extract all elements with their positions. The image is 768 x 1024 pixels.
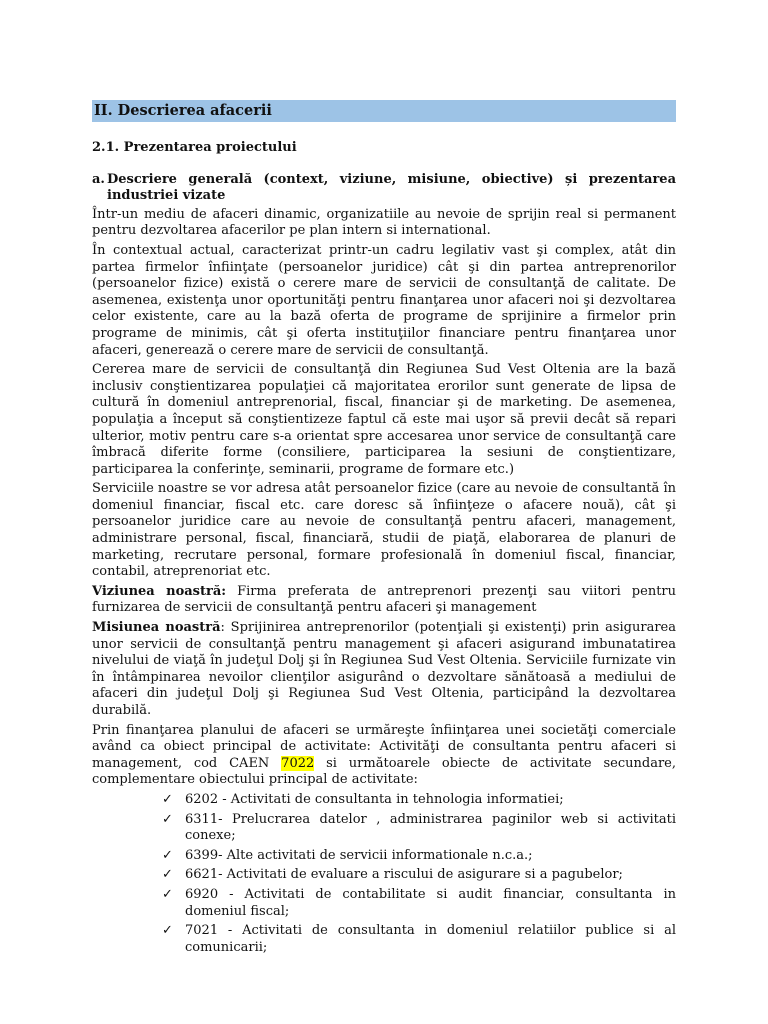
paragraph-target-clients: Serviciile noastre se vor adresa atât persoanelor fizice (care au nevoie de consultantă în domeniul financiar, fiscal etc. care doresc să înfiinţeze o afacere nouă), cât şi persoanelor juridice care au nevoie de consultanţă pentru afaceri, management, administrare personal, fiscal, financiară, studii de piaţă, elaborarea de planuri de marketing, recrutare personal, formare profesională în domeniul fiscal, financiar, contabil, atreprenoriat etc. (92, 481, 676, 580)
paragraph-mission (92, 620, 676, 720)
paragraph-context: Într-un mediu de afaceri dinamic, organizatiile au nevoie de sprijin real si permanent pentru dezvoltarea afacerilor pe plan intern si international. (92, 206, 676, 239)
vision-label: Viziunea noastră: (92, 583, 227, 599)
checkmark-icon: ✓ (162, 811, 173, 827)
checkmark-icon: ✓ (162, 847, 173, 863)
checkmark-icon: ✓ (162, 791, 173, 807)
vision-text: Firma preferata de antreprenori prezenţi sau viitori pentru furnizarea de servicii de consultanţă pentru afaceri şi management (92, 583, 677, 616)
checkmark-icon: ✓ (162, 923, 173, 939)
list-item-text: 6202 - Activitati de consultanta in tehnologia informatiei; (185, 791, 564, 807)
caen-code-highlight: 7022 (281, 755, 315, 771)
activity-text-after: si următoarele obiecte de activitate secundare, complementare obiectului principal de activitate: (92, 755, 676, 788)
document-page (92, 100, 676, 959)
mission-text: : Sprijinirea antreprenorilor (potenţiali şi existenţi) prin asigurarea unor servicii de consultanţă pentru management şi afaceri asigurand imbunatatirea nivelului de viaţă în judeţul Dolj şi în Regiunea Sud Vest Oltenia. Serviciile furnizate vin în întâmpinarea nevoilor clienţilor asigurând o dezvoltare sănătoasă a mediului de afaceri din judeţul Dolj şi Regiunea Sud Vest Oltenia, participând la dezvoltarea durabilă. (92, 620, 676, 718)
paragraph-legal-context: În contextual actual, caracterizat printr-un cadru legilativ vast şi complex, atât din partea firmelor înfiinţate (persoanelor juridice) cât şi din partea antreprenorilor (persoanelor fizice) există o cerere mare de servicii de consultanţă de calitate. De asemenea, existenţa unor oportunităţi pentru finanţarea unor afaceri noi şi dezvoltarea celor existente, care au la bază oferta de programe de sprijinire a firmelor prin programe de minimis, cât şi oferta instituţiilor financiare pentru finanţarea unor afaceri, generează o cerere mare de servicii de consultanţă. (92, 242, 676, 358)
paragraph-activity (92, 723, 676, 789)
secondary-activities-list (92, 792, 676, 956)
list-item-text: 6920 - Activitati de contabilitate si audit financiar, consultanta in domeniul fiscal; (185, 886, 676, 919)
list-item (162, 848, 676, 865)
list-item-text: 6311- Prelucrarea datelor , administrarea paginilor web si activitati conexe; (185, 811, 676, 844)
point-a-text: Descriere generală (context, viziune, misiune, obiective) și prezentarea industriei vizate (107, 171, 676, 204)
list-item-text: 6399- Alte activitati de servicii informationale n.c.a.; (185, 847, 533, 863)
point-a-marker: a. (92, 171, 105, 187)
checkmark-icon: ✓ (162, 867, 173, 883)
list-item-text: 6621- Activitati de evaluare a riscului de asigurare si a pagubelor; (185, 867, 623, 883)
paragraph-demand: Cererea mare de servicii de consultanţă din Regiunea Sud Vest Oltenia are la bază inclusiv conştientizarea populaţiei că majoritatea erorilor sunt generate de lipsa de cultură în domeniul antreprenorial, fiscal, financiar şi de marketing. De asemenea, populaţia a început să conştientizeze faptul că este mai uşor să previi decât să repari ulterior, motiv pentru care s-a orientat spre accesarea unor service de consultanţă care îmbracă diferite forme (consiliere, participarea la sesiuni de conştientizare, participarea la conferinţe, seminarii, programe de formare etc.) (92, 362, 676, 477)
point-a-heading (92, 172, 676, 205)
mission-label: Misiunea noastră (92, 620, 221, 636)
section-title: II. Descrierea afacerii (92, 100, 676, 122)
list-item (162, 887, 676, 920)
activity-text-before: Prin finanţarea planului de afaceri se urmăreşte înfiinţarea unei societăţi comerciale având ca obiect principal de activitate: Activităţi de consultanta pentru afaceri si management, cod CAEN (92, 722, 676, 771)
list-item-text: 7021 - Activitati de consultanta in domeniul relatiilor publice si al comunicarii; (185, 923, 676, 955)
list-item (162, 792, 676, 809)
list-item (162, 867, 676, 884)
checkmark-icon: ✓ (162, 886, 173, 902)
list-item (162, 923, 676, 956)
list-item (162, 812, 676, 845)
subsection-title: 2.1. Prezentarea proiectului (92, 140, 297, 155)
paragraph-vision (92, 584, 676, 617)
